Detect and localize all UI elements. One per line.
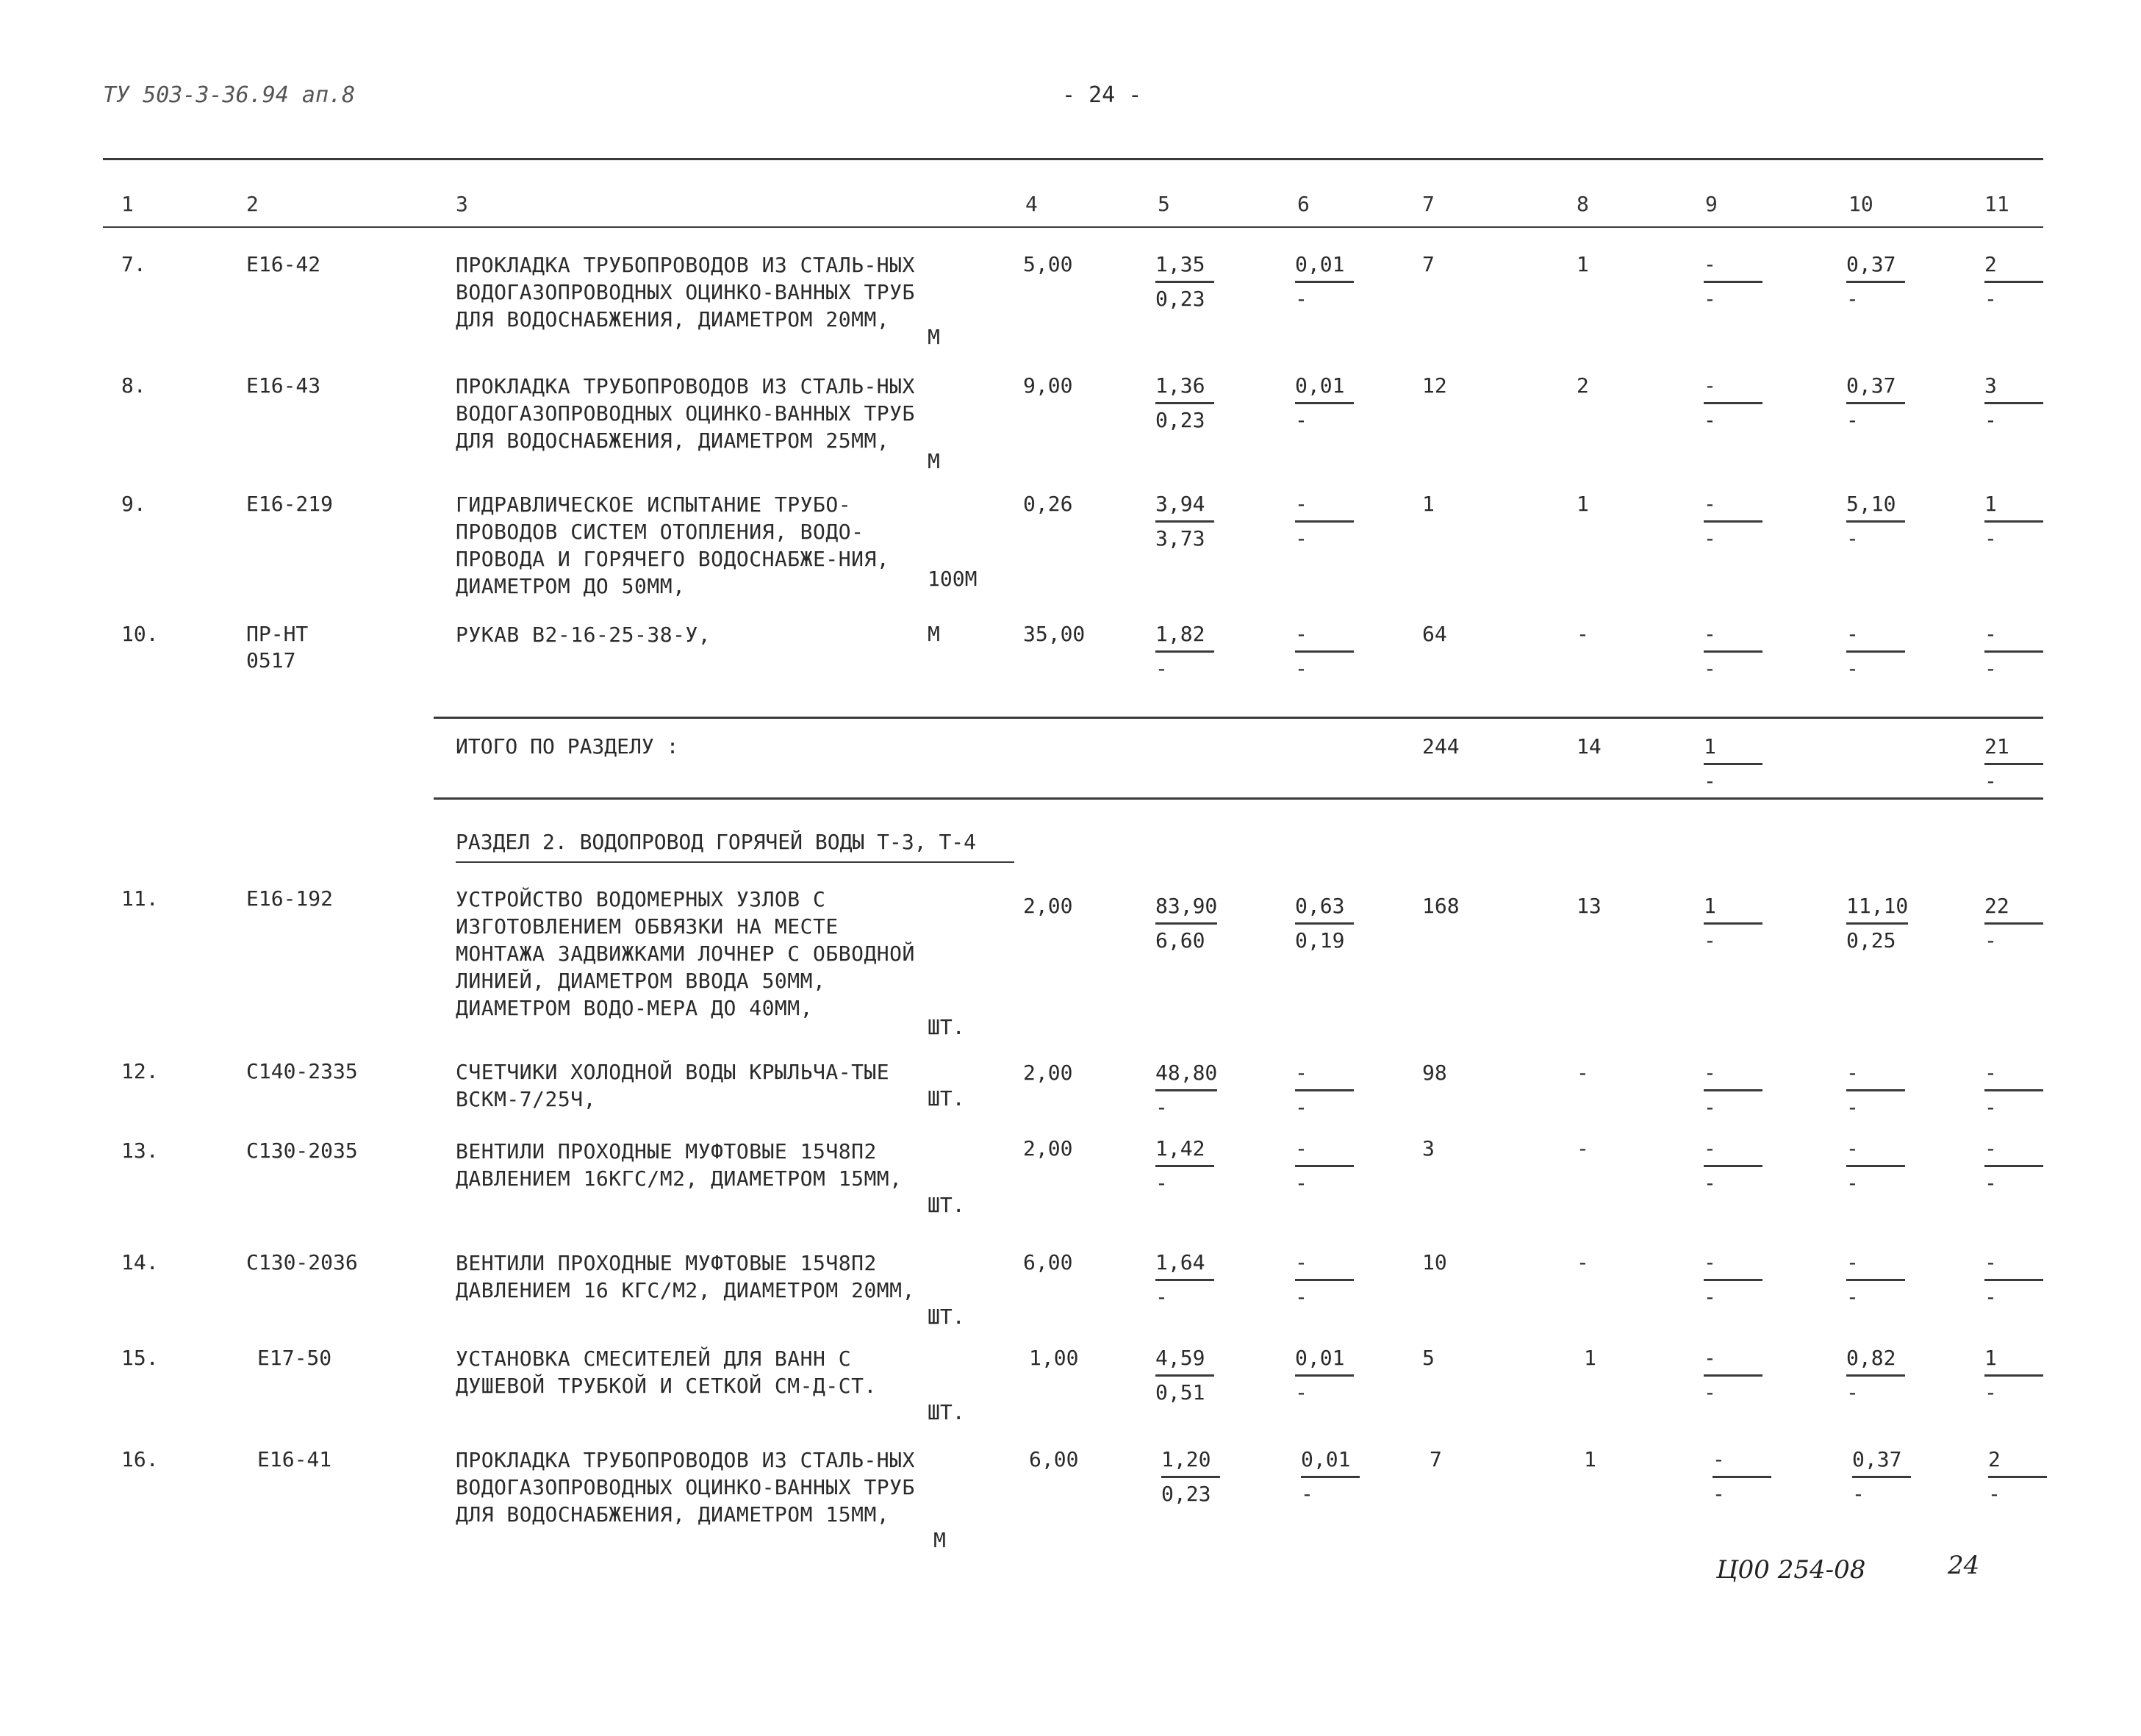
row-code: С130-2035 — [246, 1138, 358, 1163]
col11-fraction: 3 - — [1984, 373, 2043, 434]
row-qty: 0,26 — [1023, 492, 1073, 516]
col9-fraction: 1 - — [1704, 893, 1762, 954]
col9-fraction: - - — [1704, 373, 1762, 434]
col7-value: 64 — [1422, 622, 1447, 646]
col8-value: - — [1577, 1136, 1589, 1161]
col9-fraction: - - — [1704, 251, 1762, 312]
col8-value: 13 — [1577, 894, 1602, 918]
row-description: ПРОКЛАДКА ТРУБОПРОВОДОВ ИЗ СТАЛЬ-НЫХ ВОДОГАЗОПРОВОДНЫХ ОЦИНКО-ВАННЫХ ТРУБ ДЛЯ ВОДОСНАБЖЕНИЯ, ДИАМЕТРОМ 25ММ, — [456, 374, 915, 453]
row-number: 10. — [121, 622, 159, 646]
col11-fraction: 1 - — [1984, 491, 2043, 552]
row-code: Е16-43 — [246, 373, 321, 398]
col6-fraction: - - — [1295, 1136, 1354, 1197]
col6-fraction: 0,01 - — [1295, 373, 1354, 434]
col5-fraction: 1,42 - — [1155, 1136, 1214, 1197]
col7-value: 98 — [1422, 1061, 1447, 1085]
col5-fraction: 1,36 0,23 — [1155, 373, 1214, 434]
row-description: ПРОКЛАДКА ТРУБОПРОВОДОВ ИЗ СТАЛЬ-НЫХ ВОДОГАЗОПРОВОДНЫХ ОЦИНКО-ВАННЫХ ТРУБ ДЛЯ ВОДОСНАБЖЕНИЯ, ДИАМЕТРОМ 20ММ, — [456, 253, 915, 331]
page-number: - 24 - — [1062, 82, 1142, 108]
row-description: УСТРОЙСТВО ВОДОМЕРНЫХ УЗЛОВ С ИЗГОТОВЛЕНИЕМ ОБВЯЗКИ НА МЕСТЕ МОНТАЖА ЗАДВИЖКАМИ ЛОЧНЕР С ОБВОДНОЙ ЛИНИЕЙ, ДИАМЕТРОМ ВВОДА 50ММ, ДИАМЕТРОМ ВОДО-МЕРА ДО 40ММ, — [456, 887, 915, 1020]
total-col9-fraction: 1 - — [1704, 734, 1762, 795]
document-code: ТУ 503-3-36.94 ап.8 — [103, 82, 356, 108]
row-description: ВЕНТИЛИ ПРОХОДНЫЕ МУФТОВЫЕ 15Ч8П2 ДАВЛЕНИЕМ 16КГС/М2, ДИАМЕТРОМ 15ММ, — [456, 1139, 903, 1191]
row-description: УСТАНОВКА СМЕСИТЕЛЕЙ ДЛЯ ВАНН С ДУШЕВОЙ ТРУБКОЙ И СЕТКОЙ СМ-Д-СТ. — [456, 1346, 877, 1398]
header-rule — [103, 226, 2043, 228]
row-unit: ШТ. — [928, 1086, 965, 1111]
row-qty: 2,00 — [1023, 894, 1073, 918]
col10-fraction: 0,37 - — [1852, 1446, 1911, 1507]
col5-fraction: 4,59 0,51 — [1155, 1345, 1214, 1406]
row-unit: ШТ. — [928, 1193, 965, 1217]
row-qty: 2,00 — [1023, 1061, 1073, 1085]
col9-fraction: - - — [1704, 1249, 1762, 1310]
row-code: С140-2335 — [246, 1059, 358, 1083]
row-code: Е16-41 — [257, 1447, 332, 1471]
row-description: РУКАВ В2-16-25-38-У, — [456, 623, 711, 647]
col5-fraction: 1,82 - — [1155, 621, 1214, 682]
col5-fraction: 3,94 3,73 — [1155, 491, 1214, 552]
col11-fraction: - - — [1984, 621, 2043, 682]
col-header-10: 10 — [1848, 192, 1873, 216]
row-description: СЧЕТЧИКИ ХОЛОДНОЙ ВОДЫ КРЫЛЬЧА-ТЫЕ ВСКМ-7/25Ч, — [456, 1060, 890, 1111]
col-header-1: 1 — [121, 192, 134, 216]
row-code: Е16-42 — [246, 252, 321, 276]
row-unit: М — [928, 622, 940, 646]
col8-value: 1 — [1577, 252, 1589, 276]
col9-fraction: - - — [1713, 1446, 1771, 1507]
col7-value: 1 — [1422, 492, 1435, 516]
col-header-4: 4 — [1025, 192, 1038, 216]
row-number: 16. — [121, 1447, 159, 1471]
col8-value: 1 — [1577, 492, 1589, 516]
col-header-6: 6 — [1297, 192, 1310, 216]
row-code: Е16-219 — [246, 492, 334, 516]
row-code: Е16-192 — [246, 886, 334, 911]
col-header-11: 11 — [1984, 192, 2009, 216]
total-col11-fraction: 21 - — [1984, 734, 2043, 795]
row-unit: М — [928, 449, 940, 473]
row-number: 14. — [121, 1250, 159, 1274]
col7-value: 12 — [1422, 373, 1447, 398]
col-header-3: 3 — [456, 192, 468, 216]
row-qty: 35,00 — [1023, 622, 1086, 646]
row-qty: 6,00 — [1023, 1250, 1073, 1274]
col10-fraction: 5,10 - — [1846, 491, 1905, 552]
col5-fraction: 1,20 0,23 — [1161, 1446, 1220, 1507]
row-number: 15. — [121, 1346, 159, 1370]
row-code: Е17-50 — [257, 1346, 332, 1370]
row-code: ПР-НТ 0517 — [246, 622, 309, 672]
col5-fraction: 1,64 - — [1155, 1249, 1214, 1310]
col11-fraction: - - — [1984, 1060, 2043, 1121]
row-unit: М — [928, 325, 940, 349]
col9-fraction: - - — [1704, 1345, 1762, 1406]
col7-value: 7 — [1422, 252, 1435, 276]
total-top-rule — [434, 717, 2043, 719]
row-description: ПРОКЛАДКА ТРУБОПРОВОДОВ ИЗ СТАЛЬ-НЫХ ВОДОГАЗОПРОВОДНЫХ ОЦИНКО-ВАННЫХ ТРУБ ДЛЯ ВОДОСНАБЖЕНИЯ, ДИАМЕТРОМ 15ММ, — [456, 1448, 915, 1527]
row-code: С130-2036 — [246, 1250, 358, 1274]
col5-fraction: 83,90 6,60 — [1155, 894, 1218, 953]
col-header-5: 5 — [1158, 192, 1170, 216]
col10-fraction: 0,82 - — [1846, 1345, 1905, 1406]
col7-value: 168 — [1422, 894, 1460, 918]
col6-fraction: - - — [1295, 491, 1354, 552]
col6-fraction: - - — [1295, 1060, 1354, 1121]
col6-fraction: 0,01 - — [1295, 1345, 1354, 1406]
col9-fraction: - - — [1704, 621, 1762, 682]
total-label: ИТОГО ПО РАЗДЕЛУ : — [456, 734, 679, 758]
total-col8: 14 — [1577, 734, 1602, 758]
col8-value: - — [1577, 1250, 1589, 1274]
row-unit: ШТ. — [928, 1400, 965, 1424]
row-description: ГИДРАВЛИЧЕСКОЕ ИСПЫТАНИЕ ТРУБО-ПРОВОДОВ СИСТЕМ ОТОПЛЕНИЯ, ВОДО-ПРОВОДА И ГОРЯЧЕГО ВОДОСНАБЖЕ-НИЯ, ДИАМЕТРОМ ДО 50ММ, — [456, 492, 890, 598]
row-number: 8. — [121, 373, 146, 398]
col6-fraction: 0,01 - — [1301, 1446, 1360, 1507]
row-qty: 1,00 — [1029, 1346, 1079, 1370]
row-number: 12. — [121, 1059, 159, 1083]
col8-value: 1 — [1584, 1447, 1596, 1471]
row-unit: 100М — [928, 567, 978, 591]
document-stamp-page: 24 — [1948, 1551, 1980, 1580]
row-number: 7. — [121, 252, 146, 276]
col6-fraction: 0,63 0,19 — [1295, 893, 1354, 954]
document-stamp-number: Ц00 254-08 — [1716, 1555, 1866, 1585]
col11-fraction: 2 - — [1984, 251, 2043, 312]
col7-value: 7 — [1430, 1447, 1442, 1471]
col10-fraction: - - — [1846, 1249, 1905, 1310]
col10-fraction: 0,37 - — [1846, 373, 1905, 434]
col9-fraction: - - — [1704, 491, 1762, 552]
row-qty: 9,00 — [1023, 373, 1073, 398]
col10-fraction: - - — [1846, 1060, 1905, 1121]
col8-value: - — [1577, 1061, 1589, 1085]
col5-fraction: 1,35 0,23 — [1155, 251, 1214, 312]
col-header-2: 2 — [246, 192, 259, 216]
col10-fraction: - - — [1846, 1136, 1905, 1197]
row-qty: 5,00 — [1023, 252, 1073, 276]
col7-value: 10 — [1422, 1250, 1447, 1274]
row-unit: ШТ. — [928, 1015, 965, 1039]
col-header-8: 8 — [1577, 192, 1589, 216]
section-title: РАЗДЕЛ 2. ВОДОПРОВОД ГОРЯЧЕЙ ВОДЫ Т-3, Т-4 — [456, 830, 977, 854]
row-number: 9. — [121, 492, 146, 516]
col10-fraction: 11,10 0,25 — [1846, 894, 1909, 953]
col10-fraction: - - — [1846, 621, 1905, 682]
row-qty: 6,00 — [1029, 1447, 1079, 1471]
col7-value: 5 — [1422, 1346, 1435, 1370]
col-header-9: 9 — [1705, 192, 1718, 216]
row-description: ВЕНТИЛИ ПРОХОДНЫЕ МУФТОВЫЕ 15Ч8П2 ДАВЛЕНИЕМ 16 КГС/М2, ДИАМЕТРОМ 20ММ, — [456, 1251, 915, 1302]
col-header-7: 7 — [1422, 192, 1435, 216]
total-bottom-rule — [434, 797, 2043, 800]
col10-fraction: 0,37 - — [1846, 251, 1905, 312]
col11-fraction: 2 - — [1988, 1446, 2047, 1507]
col8-value: 2 — [1577, 373, 1589, 398]
col6-fraction: 0,01 - — [1295, 251, 1354, 312]
row-number: 11. — [121, 886, 159, 911]
top-rule — [103, 158, 2043, 160]
col11-fraction: - - — [1984, 1249, 2043, 1310]
col6-fraction: - - — [1295, 1249, 1354, 1310]
col8-value: 1 — [1584, 1346, 1596, 1370]
row-qty: 2,00 — [1023, 1136, 1073, 1161]
row-number: 13. — [121, 1138, 159, 1163]
col9-fraction: - - — [1704, 1136, 1762, 1197]
col8-value: - — [1577, 622, 1589, 646]
col11-fraction: 1 - — [1984, 1345, 2043, 1406]
section-title-underline — [456, 861, 1014, 863]
row-unit: ШТ. — [928, 1305, 965, 1329]
col11-fraction: - - — [1984, 1136, 2043, 1197]
col11-fraction: 22 - — [1984, 893, 2043, 954]
total-col7: 244 — [1422, 734, 1460, 758]
row-unit: М — [933, 1528, 946, 1552]
col7-value: 3 — [1422, 1136, 1435, 1161]
col9-fraction: - - — [1704, 1060, 1762, 1121]
col5-fraction: 48,80 - — [1155, 1061, 1218, 1119]
col6-fraction: - - — [1295, 621, 1354, 682]
